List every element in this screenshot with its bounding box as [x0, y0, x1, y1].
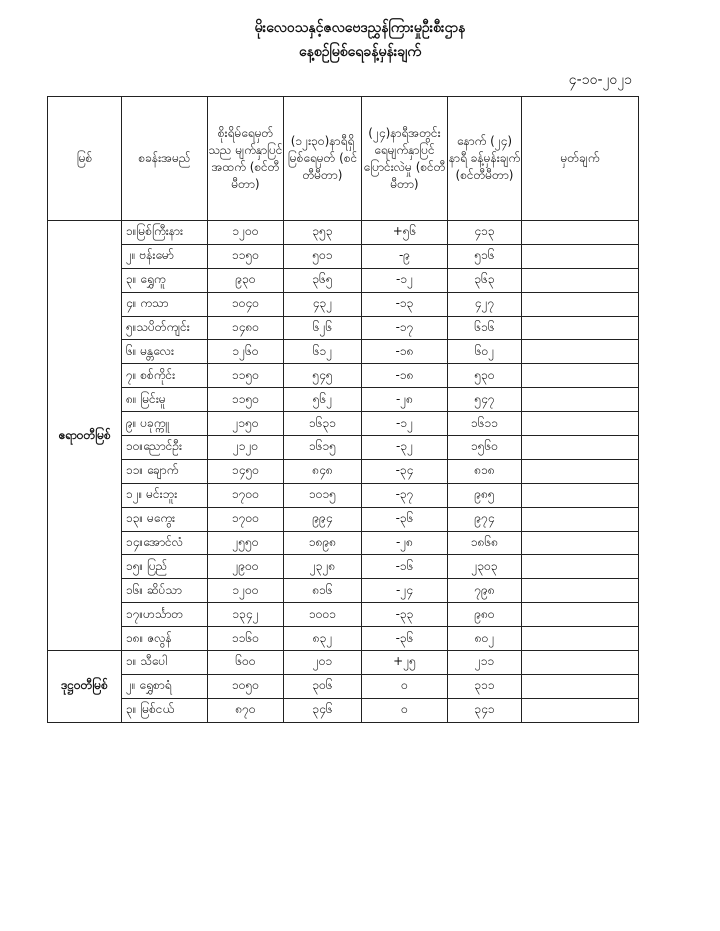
station-name-cell: ၅။သပိတ်ကျင်း	[122, 316, 208, 340]
current-level-cell: ၅၀၁	[284, 244, 362, 268]
table-row	[48, 531, 639, 555]
table-row	[48, 651, 639, 675]
danger-level-cell: ၁၄၅၀	[208, 459, 284, 483]
level-change-cell: -၁၃	[362, 292, 448, 316]
danger-level-cell: ၁၁၅၀	[208, 244, 284, 268]
current-level-cell: ၁၆၁၅	[284, 436, 362, 460]
table-row	[48, 340, 639, 364]
forecast-level-cell: ၆၀၂	[448, 340, 522, 364]
current-level-cell: ၁၈၉၈	[284, 531, 362, 555]
forecast-level-cell: ၉၇၄	[448, 507, 522, 531]
level-change-cell: -၃၇	[362, 483, 448, 507]
current-level-cell: ၁၀၁၅	[284, 483, 362, 507]
remark-cell	[522, 412, 639, 436]
current-level-cell: ၄၃၂	[284, 292, 362, 316]
danger-level-cell: ၆၀၀	[208, 651, 284, 675]
station-name-cell: ၂။ ရွှေစာရံ	[122, 674, 208, 698]
table-body	[48, 221, 639, 723]
forecast-level-cell: ၄၁၃	[448, 221, 522, 245]
table-row	[48, 555, 639, 579]
current-level-cell: ၅၄၅	[284, 364, 362, 388]
level-change-cell: -၁၈	[362, 340, 448, 364]
danger-level-cell: ၁၁၅၀	[208, 388, 284, 412]
col-header-remark: မှတ်ချက်	[522, 97, 639, 221]
level-change-cell: -၃၆	[362, 627, 448, 651]
current-level-cell: ၈၁၆	[284, 579, 362, 603]
station-name-cell: ၁၁။ ချောက်	[122, 459, 208, 483]
table-row	[48, 603, 639, 627]
station-name-cell: ၁၈။ ဇလွန်	[122, 627, 208, 651]
danger-level-cell: ၁၀၅၀	[208, 674, 284, 698]
remark-cell	[522, 436, 639, 460]
table-row	[48, 674, 639, 698]
table-row	[48, 412, 639, 436]
level-change-cell: -၁၈	[362, 364, 448, 388]
station-name-cell: ၁၂။ မင်းဘူး	[122, 483, 208, 507]
col-header-river: မြစ်	[48, 97, 122, 221]
forecast-level-cell: ၅၁၆	[448, 244, 522, 268]
document-title: မိုးလေဝသနှင့်ဇလဗေဒညွှန်ကြားမှုဦးစီးဌာန	[254, 20, 466, 36]
station-name-cell: ၁၇။ဟင်္သာတ	[122, 603, 208, 627]
danger-level-cell: ၂၉၀၀	[208, 555, 284, 579]
table-row	[48, 459, 639, 483]
forecast-level-cell: ၈၀၂	[448, 627, 522, 651]
remark-cell	[522, 388, 639, 412]
danger-level-cell: ၁၇၀၀	[208, 507, 284, 531]
level-change-cell: -၁၇	[362, 316, 448, 340]
current-level-cell: ၈၄၈	[284, 459, 362, 483]
current-level-cell: ၁၆၃၁	[284, 412, 362, 436]
station-name-cell: ၁။ သီပေါ	[122, 651, 208, 675]
forecast-level-cell: ၇၉၈	[448, 579, 522, 603]
remark-cell	[522, 316, 639, 340]
danger-level-cell: ၉၃၀	[208, 268, 284, 292]
danger-level-cell: ၁၂၀၀	[208, 579, 284, 603]
col-header-forecast: နောက် (၂၄) နာရီ ခန့်မှန်းချက် (စင်တီမီတာ)	[448, 97, 522, 221]
forecast-level-cell: ၆၁၆	[448, 316, 522, 340]
forecast-level-cell: ၈၁၈	[448, 459, 522, 483]
table-row	[48, 507, 639, 531]
danger-level-cell: ၁၁၆၀	[208, 627, 284, 651]
remark-cell	[522, 507, 639, 531]
station-name-cell: ၁၀။ညောင်ဦး	[122, 436, 208, 460]
forecast-level-cell: ၁၅၆၀	[448, 436, 522, 460]
danger-level-cell: ၂၅၅၀	[208, 531, 284, 555]
table-row	[48, 627, 639, 651]
col-header-station: စခန်းအမည်	[122, 97, 208, 221]
table-row	[48, 483, 639, 507]
remark-cell	[522, 651, 639, 675]
station-name-cell: ၁၆။ ဆိပ်သာ	[122, 579, 208, 603]
current-level-cell: ၃၆၅	[284, 268, 362, 292]
table-row	[48, 388, 639, 412]
remark-cell	[522, 627, 639, 651]
station-name-cell: ၁၃။ မကွေး	[122, 507, 208, 531]
current-level-cell: ၂၃၂၈	[284, 555, 362, 579]
level-change-cell: -၁၆	[362, 555, 448, 579]
table-row	[48, 316, 639, 340]
river-name-cell: ဒုဋ္ဌဝတီမြစ်	[48, 651, 122, 723]
station-name-cell: ၁၄။အောင်လံ	[122, 531, 208, 555]
current-level-cell: ၆၂၆	[284, 316, 362, 340]
station-name-cell: ၈။ မြင်းမူ	[122, 388, 208, 412]
station-name-cell: ၇။ စစ်ကိုင်း	[122, 364, 208, 388]
level-change-cell: -၃၃	[362, 603, 448, 627]
forecast-level-cell: ၉၈၀	[448, 603, 522, 627]
table-row	[48, 698, 639, 722]
danger-level-cell: ၁၂၆၀	[208, 340, 284, 364]
forecast-level-cell: ၁၈၆၈	[448, 531, 522, 555]
danger-level-cell: ၁၀၄၀	[208, 292, 284, 316]
forecast-level-cell: ၃၄၁	[448, 698, 522, 722]
forecast-level-cell: ၃၆၃	[448, 268, 522, 292]
station-name-cell: ၂။ ဗန်းမော်	[122, 244, 208, 268]
forecast-level-cell: ၂၃၀၃	[448, 555, 522, 579]
table-row	[48, 268, 639, 292]
forecast-level-cell: ၄၂၇	[448, 292, 522, 316]
level-change-cell: -၁၂	[362, 268, 448, 292]
current-level-cell: ၃၀၆	[284, 674, 362, 698]
level-change-cell: ၀	[362, 698, 448, 722]
current-level-cell: ၃၅၃	[284, 221, 362, 245]
level-change-cell: +၅၆	[362, 221, 448, 245]
danger-level-cell: ၂၁၅၀	[208, 412, 284, 436]
danger-level-cell: ၁၂၀၀	[208, 221, 284, 245]
table-row	[48, 579, 639, 603]
level-change-cell: -၂၈	[362, 388, 448, 412]
table-row	[48, 292, 639, 316]
remark-cell	[522, 674, 639, 698]
river-name-cell: ဧရာဝတီမြစ်	[48, 221, 122, 651]
remark-cell	[522, 531, 639, 555]
river-level-table	[47, 96, 639, 723]
table-row	[48, 244, 639, 268]
remark-cell	[522, 268, 639, 292]
table-row	[48, 221, 639, 245]
danger-level-cell: ၁၃၄၂	[208, 603, 284, 627]
forecast-level-cell: ၅၄၇	[448, 388, 522, 412]
remark-cell	[522, 221, 639, 245]
station-name-cell: ၉။ ပခုက္ကူ	[122, 412, 208, 436]
remark-cell	[522, 579, 639, 603]
level-change-cell: -၉	[362, 244, 448, 268]
current-level-cell: ၁၀၀၁	[284, 603, 362, 627]
level-change-cell: -၂၄	[362, 579, 448, 603]
current-level-cell: ၉၉၄	[284, 507, 362, 531]
remark-cell	[522, 698, 639, 722]
remark-cell	[522, 459, 639, 483]
remark-cell	[522, 244, 639, 268]
forecast-level-cell: ၃၁၁	[448, 674, 522, 698]
current-level-cell: ၂၀၁	[284, 651, 362, 675]
station-name-cell: ၁၅။ ပြည်	[122, 555, 208, 579]
remark-cell	[522, 340, 639, 364]
station-name-cell: ၃။ ရွှေကူ	[122, 268, 208, 292]
current-level-cell: ၈၃၂	[284, 627, 362, 651]
danger-level-cell: ၁၁၅၀	[208, 364, 284, 388]
station-name-cell: ၁။မြစ်ကြီးနား	[122, 221, 208, 245]
current-level-cell: ၃၄၆	[284, 698, 362, 722]
danger-level-cell: ၁၄၈၀	[208, 316, 284, 340]
remark-cell	[522, 483, 639, 507]
level-change-cell: +၂၅	[362, 651, 448, 675]
forecast-level-cell: ၉၈၅	[448, 483, 522, 507]
station-name-cell: ၄။ ကသာ	[122, 292, 208, 316]
col-header-current-level: (၁၂း၃၀)နာရီရှိ မြစ်ရေမှတ် (စင်တီမီတာ)	[284, 97, 362, 221]
document-date: ၄-၁၀-၂၀၂၁	[568, 72, 632, 88]
level-change-cell: -၃၄	[362, 459, 448, 483]
station-name-cell: ၆။ မန္တလေး	[122, 340, 208, 364]
col-header-change: (၂၄)နာရီအတွင်း ရေမျက်နှာပြင် ပြောင်းလဲမှု (စင်တီမီတာ)	[362, 97, 448, 221]
remark-cell	[522, 292, 639, 316]
remark-cell	[522, 555, 639, 579]
level-change-cell: -၁၂	[362, 412, 448, 436]
remark-cell	[522, 364, 639, 388]
forecast-level-cell: ၅၃၀	[448, 364, 522, 388]
current-level-cell: ၅၆၂	[284, 388, 362, 412]
level-change-cell: ၀	[362, 674, 448, 698]
danger-level-cell: ၂၁၂၀	[208, 436, 284, 460]
danger-level-cell: ၁၇၀၀	[208, 483, 284, 507]
col-header-danger-level: စိုးရိမ်ရေမှတ် သည မျက်နှာပြင် အထက် (စင်တီမီတာ)	[208, 97, 284, 221]
remark-cell	[522, 603, 639, 627]
document-subtitle: နေ့စဉ်မြစ်ရေခန့်မှန်းချက်	[298, 44, 422, 60]
table-row	[48, 364, 639, 388]
forecast-level-cell: ၂၁၁	[448, 651, 522, 675]
danger-level-cell: ၈၇၀	[208, 698, 284, 722]
level-change-cell: -၃၆	[362, 507, 448, 531]
table-header-row	[48, 97, 639, 221]
table-row	[48, 436, 639, 460]
station-name-cell: ၃။ မြစ်ငယ်	[122, 698, 208, 722]
current-level-cell: ၆၁၂	[284, 340, 362, 364]
level-change-cell: -၂၈	[362, 531, 448, 555]
level-change-cell: -၃၂	[362, 436, 448, 460]
forecast-level-cell: ၁၆၁၁	[448, 412, 522, 436]
